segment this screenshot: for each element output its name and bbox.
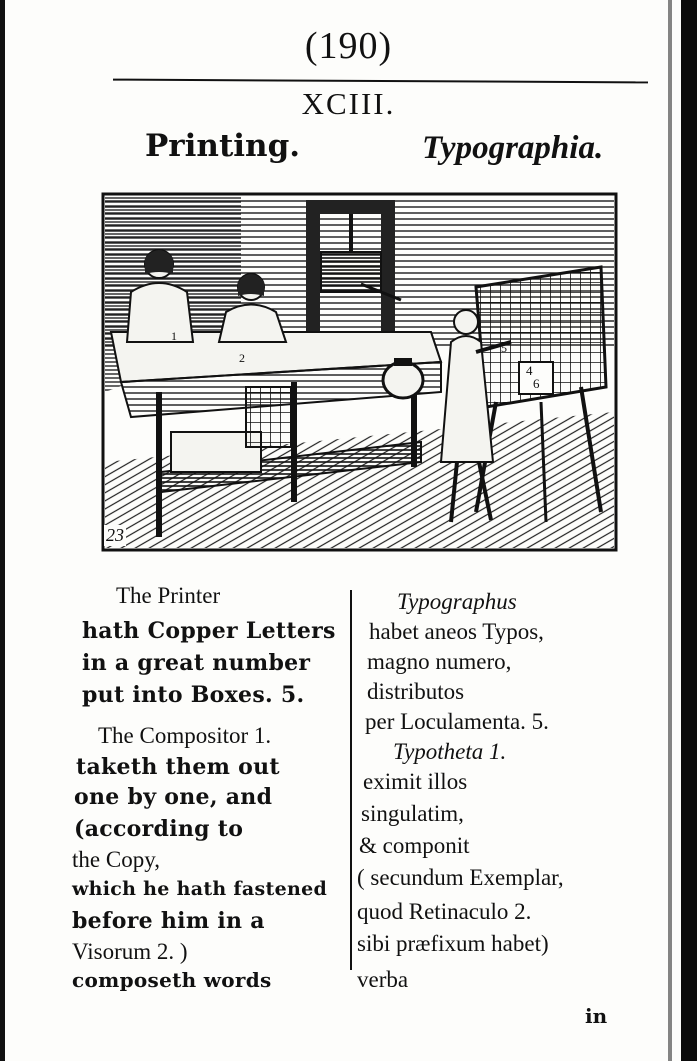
figure-number: 23 <box>106 525 124 545</box>
english-line: Visorum 2. ) <box>72 939 188 964</box>
english-line: composeth words <box>72 968 272 992</box>
english-line: which he hath fastened <box>72 878 328 900</box>
english-line: The Printer <box>116 583 221 608</box>
latin-line: eximit illos <box>363 769 468 794</box>
latin-line: Typotheta 1. <box>393 739 507 764</box>
header-rule <box>113 79 648 84</box>
figure-label-4: 4 <box>526 363 533 378</box>
latin-line: sibi præfixum habet) <box>357 931 549 956</box>
latin-line: ( secundum Exemplar, <box>357 865 564 890</box>
page-number: (190) <box>304 25 393 67</box>
catchword: in <box>585 1004 608 1028</box>
title-latin: Typographia. <box>422 130 604 166</box>
latin-line: magno numero, <box>367 649 512 674</box>
english-line: the Copy, <box>72 847 160 872</box>
figure-label-2: 2 <box>239 351 245 365</box>
english-line: The Compositor 1. <box>98 723 272 748</box>
book-spine <box>681 0 697 1061</box>
printing-shop-woodcut <box>101 192 618 552</box>
english-line: taketh them out <box>76 754 280 780</box>
figure-label-6: 6 <box>533 376 540 391</box>
figure-label-5: 5 <box>501 341 507 355</box>
english-line: hath Copper Letters <box>82 618 336 644</box>
latin-line: per Loculamenta. 5. <box>365 709 549 734</box>
page-left-edge <box>0 0 5 1061</box>
english-line: (according to <box>74 816 244 842</box>
figure-label-1: 1 <box>171 329 177 343</box>
latin-line: Typographus <box>397 589 517 614</box>
english-line: put into Boxes. 5. <box>82 682 305 708</box>
latin-line: singulatim, <box>361 801 464 826</box>
latin-line: & componit <box>359 833 470 858</box>
english-line: one by one, and <box>74 784 273 810</box>
english-line: before him in a <box>72 908 265 934</box>
column-divider <box>350 590 352 970</box>
latin-line: habet aneos Typos, <box>369 619 544 644</box>
latin-line: distributos <box>367 679 465 704</box>
english-line: in a great number <box>82 650 311 676</box>
page-gutter-shadow <box>668 0 672 1061</box>
latin-line: quod Retinaculo 2. <box>357 899 532 924</box>
title-english: Printing. <box>145 128 301 164</box>
chapter-number: XCIII. <box>301 86 396 121</box>
latin-line: verba <box>357 967 409 992</box>
